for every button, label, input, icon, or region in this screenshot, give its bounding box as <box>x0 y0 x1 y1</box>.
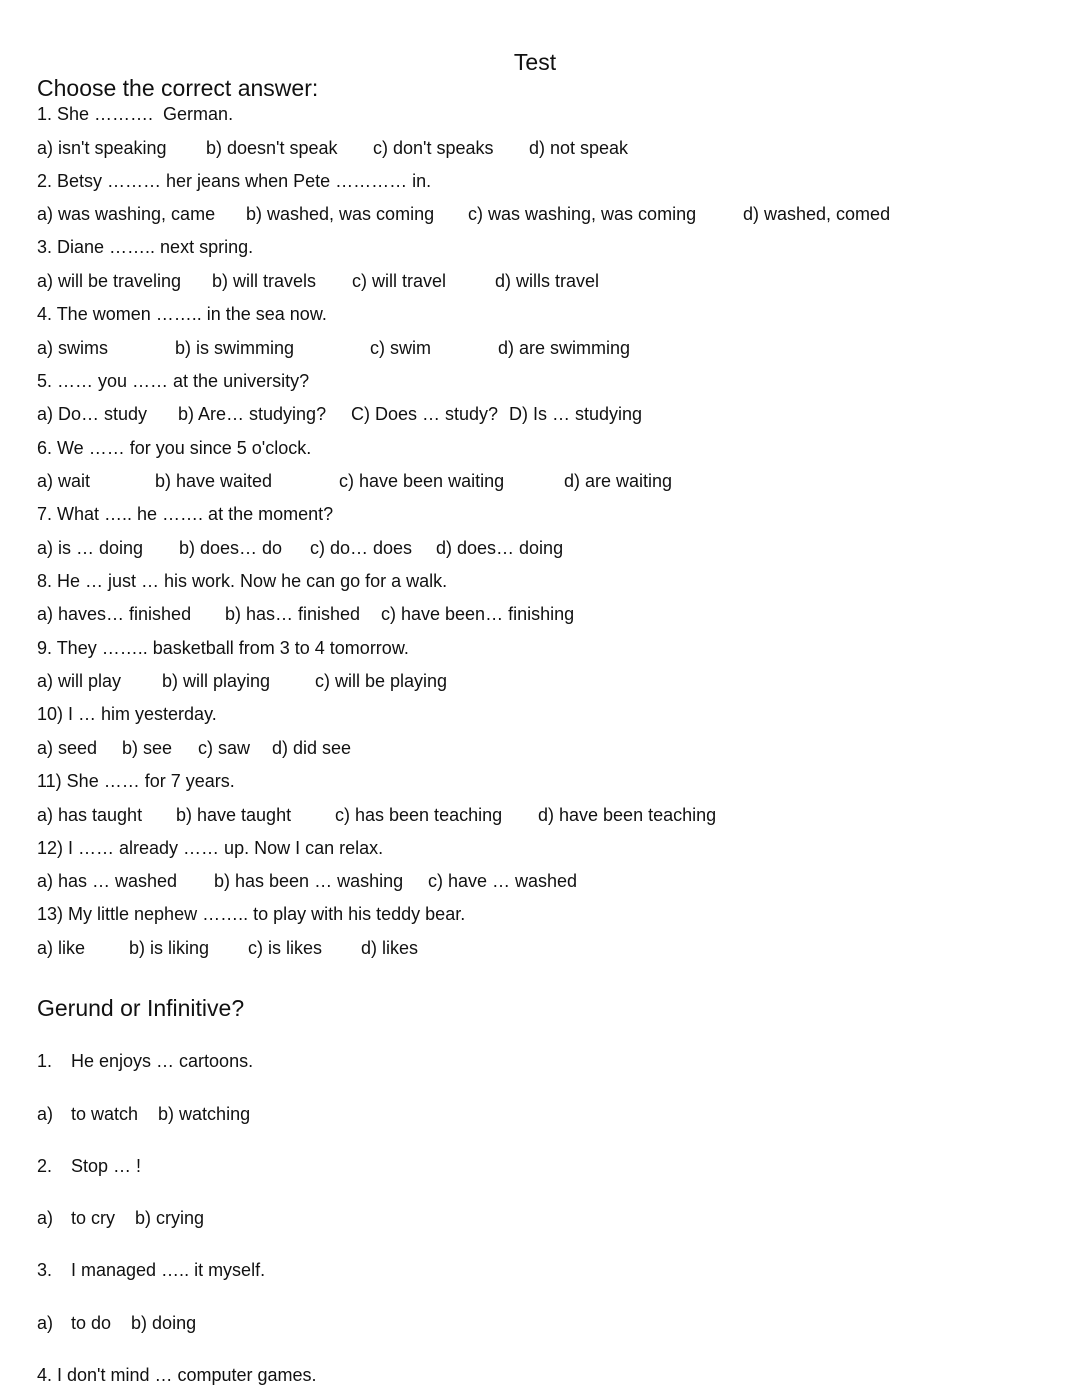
question-3-option: d) wills travel <box>495 270 600 291</box>
question-3-option: c) will travel <box>352 270 447 291</box>
question-6: 6. We …… for you since 5 o'clock. <box>37 437 312 458</box>
question-11: 11) She …… for 7 years. <box>37 771 235 791</box>
question-6-option: d) are waiting <box>564 471 673 491</box>
question-8: 8. He … just … his work. Now he can go for a walk. <box>37 570 448 591</box>
question-7-option: b) does… do <box>179 537 283 558</box>
question-4-option: a) swims <box>37 337 108 358</box>
section-heading-choose: Choose the correct answer: <box>37 75 319 101</box>
gerund-item-number: 2. <box>37 1156 53 1176</box>
gerund-question-4: 4. I don't mind … computer games. <box>37 1365 317 1385</box>
question-12-option: a) has … washed <box>37 871 178 892</box>
question-13-option: d) likes <box>361 937 419 958</box>
gerund-item-text: I managed ….. it myself. <box>71 1260 266 1280</box>
gerund-item <box>37 1050 253 1072</box>
question-5: 5. …… you …… at the university? <box>37 370 310 391</box>
gerund-item-number: 3. <box>37 1260 53 1280</box>
question-8-option: a) haves… finished <box>37 604 192 625</box>
question-1: 1. She ………. German. <box>37 104 234 124</box>
question-2-option: a) was washing, came <box>37 204 216 225</box>
question-9: 9. They …….. basketball from 3 to 4 tomorrow. <box>37 637 409 658</box>
question-2-option: c) was washing, was coming <box>468 204 697 225</box>
question-3-option: a) will be traveling <box>37 270 182 291</box>
gerund-item <box>37 1207 204 1229</box>
question-5-option: a) Do… study <box>37 404 148 425</box>
question-6-option: a) wait <box>37 471 91 491</box>
question-7-option: d) does… doing <box>436 537 564 558</box>
question-12-option: c) have … washed <box>428 871 578 892</box>
question-7-option: a) is … doing <box>37 537 144 558</box>
question-2-option: d) washed, comed <box>743 204 891 225</box>
question-10-option: d) did see <box>272 737 352 758</box>
question-11-option: c) has been teaching <box>335 804 503 825</box>
question-5-option: C) Does … study? <box>351 404 499 425</box>
question-10-option: c) saw <box>198 737 251 758</box>
page-title: Test <box>513 49 557 75</box>
question-7: 7. What ….. he ……. at the moment? <box>37 504 334 525</box>
gerund-item <box>37 1312 196 1334</box>
question-9-option: c) will be playing <box>315 671 448 692</box>
question-11-option: b) have taught <box>176 804 292 825</box>
gerund-item <box>37 1103 250 1125</box>
gerund-item <box>37 1259 265 1281</box>
gerund-item-number: a) <box>37 1208 54 1228</box>
question-9-option: b) will playing <box>162 671 271 692</box>
question-12: 12) I …… already …… up. Now I can relax. <box>37 837 384 858</box>
gerund-item-number: a) <box>37 1313 54 1333</box>
gerund-item-number: 1. <box>37 1051 53 1071</box>
question-4-option: b) is swimming <box>175 337 295 358</box>
question-11-option: a) has taught <box>37 804 143 825</box>
question-13-option: a) like <box>37 937 86 958</box>
gerund-item-text: Stop … ! <box>71 1156 142 1176</box>
question-2: 2. Betsy ……… her jeans when Pete ………… in. <box>37 170 432 191</box>
question-7-option: c) do… does <box>310 537 413 558</box>
question-9-option: a) will play <box>37 671 122 692</box>
question-10-option: b) see <box>122 737 173 758</box>
question-5-option: D) Is … studying <box>509 404 643 425</box>
question-3-option: b) will travels <box>212 270 317 291</box>
question-1-option: b) doesn't speak <box>206 137 338 158</box>
question-2-option: b) washed, was coming <box>246 204 435 225</box>
question-13: 13) My little nephew …….. to play with his teddy bear. <box>37 904 466 925</box>
gerund-item-text: to do b) doing <box>71 1313 197 1333</box>
question-4-option: c) swim <box>370 337 431 358</box>
gerund-item-number: a) <box>37 1104 54 1124</box>
question-8-option: b) has… finished <box>225 604 361 625</box>
question-10-option: a) seed <box>37 737 98 758</box>
question-5-option: b) Are… studying? <box>178 404 327 425</box>
gerund-item-text: He enjoys … cartoons. <box>71 1051 254 1071</box>
question-10: 10) I … him yesterday. <box>37 704 217 725</box>
question-1-option: d) not speak <box>529 137 629 158</box>
question-1-option: c) don't speaks <box>373 137 494 158</box>
gerund-item <box>37 1155 141 1177</box>
question-12-option: b) has been … washing <box>214 871 404 892</box>
question-4-option: d) are swimming <box>498 337 631 358</box>
gerund-item-text: to watch b) watching <box>71 1104 251 1124</box>
gerund-item-text: to cry b) crying <box>71 1208 205 1228</box>
question-13-option: b) is liking <box>129 937 210 958</box>
question-6-option: b) have waited <box>155 471 273 491</box>
question-13-option: c) is likes <box>248 937 323 958</box>
question-11-option: d) have been teaching <box>538 804 717 825</box>
question-1-option: a) isn't speaking <box>37 137 167 158</box>
question-8-option: c) have been… finishing <box>381 604 575 625</box>
section-heading-gerund: Gerund or Infinitive? <box>37 995 245 1021</box>
question-6-option: c) have been waiting <box>339 471 505 491</box>
question-4: 4. The women …….. in the sea now. <box>37 304 327 325</box>
question-3: 3. Diane …….. next spring. <box>37 237 254 258</box>
